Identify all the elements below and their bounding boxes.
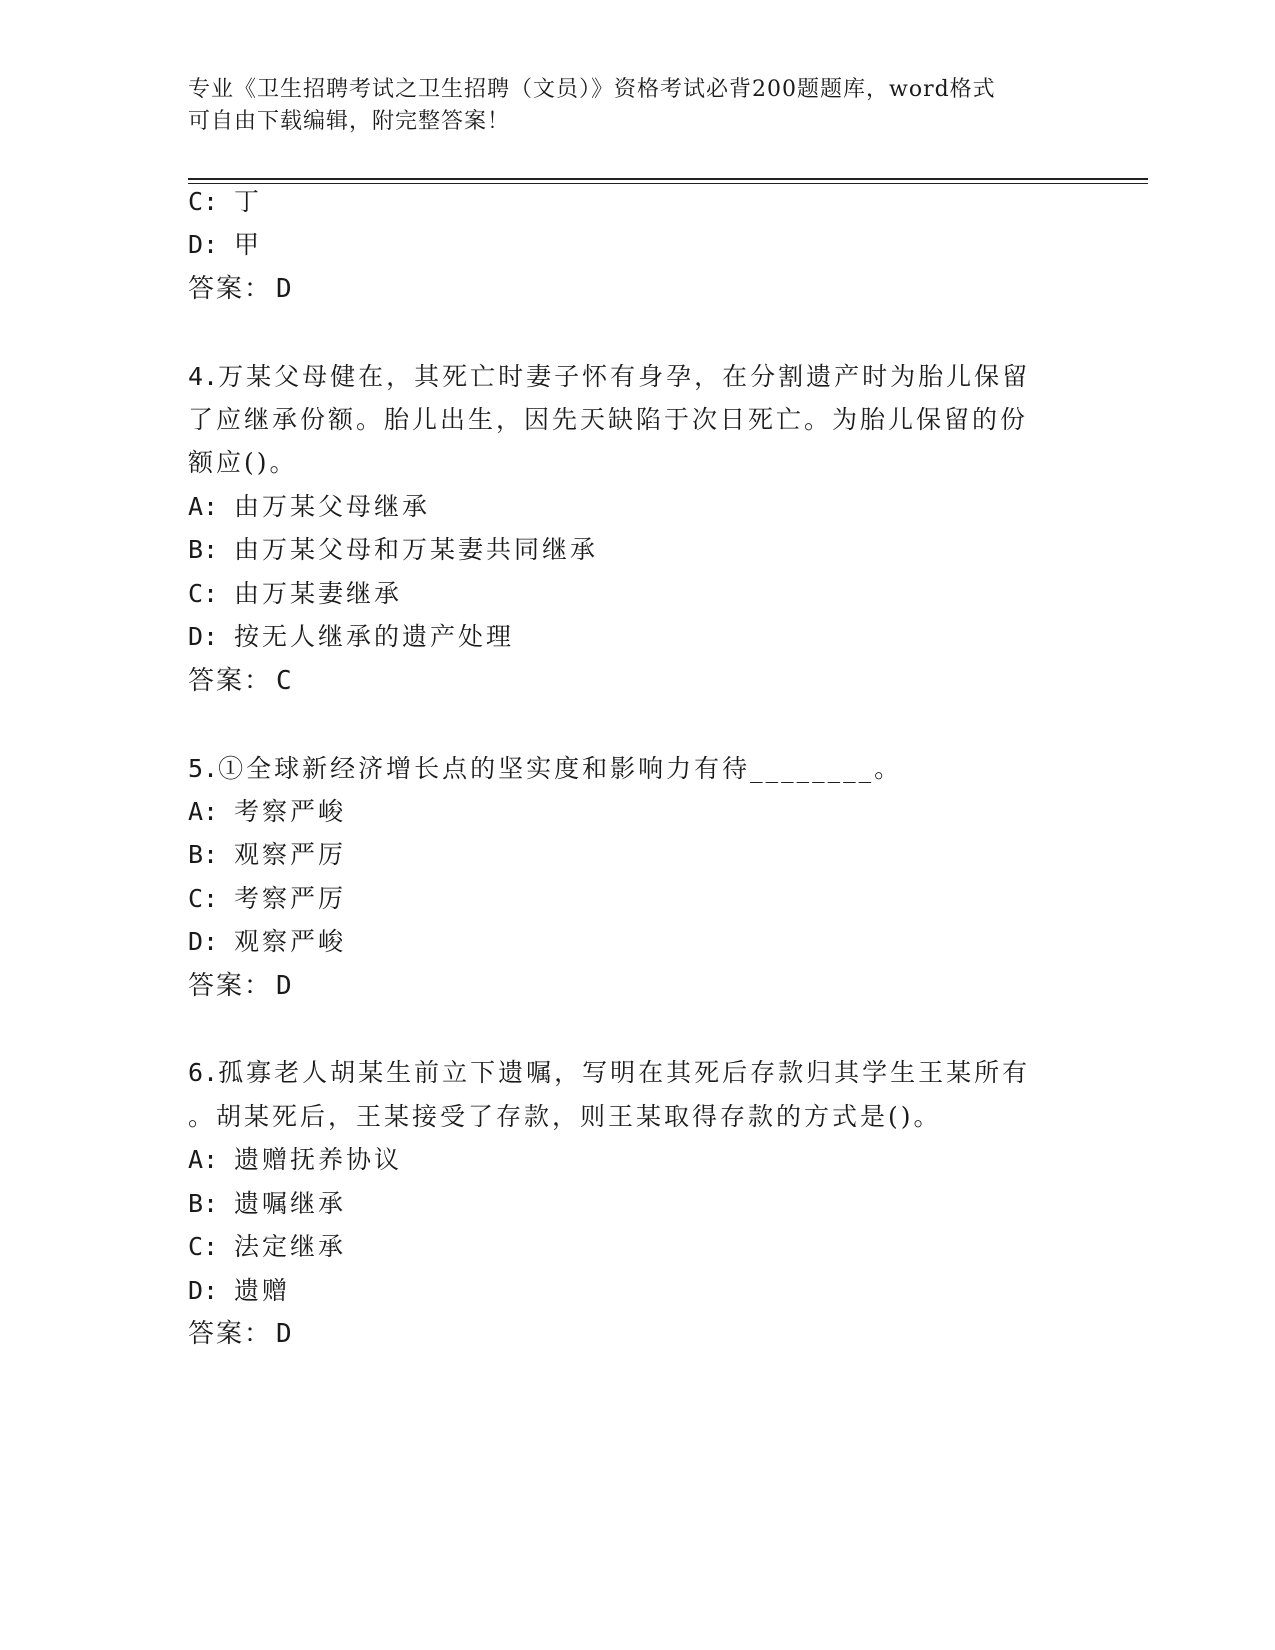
question-6-answer (188, 1318, 294, 1350)
question-6-option-a (188, 1144, 402, 1176)
question-number: 5. (188, 754, 219, 783)
answer-value: D (276, 274, 294, 304)
option-text: 观察严峻 (234, 927, 347, 956)
question-5-line-1 (188, 753, 902, 785)
option-text: 由万某妻继承 (234, 579, 403, 608)
option-key: B: (188, 1189, 219, 1218)
question-4-line-1 (188, 361, 1030, 393)
option-text: 遗赠 (234, 1276, 291, 1305)
question-4-answer (188, 665, 294, 697)
question-number: 6. (188, 1058, 219, 1087)
question-5-answer (188, 970, 294, 1002)
question-4-line-3: 额应()。 (188, 448, 298, 477)
option-text: 遗嘱继承 (234, 1189, 347, 1218)
question-text: 万某父母健在，其死亡时妻子怀有身孕，在分割遗产时为胎儿保留 (218, 362, 1031, 391)
question-text: ①全球新经济增长点的坚实度和影响力有待________。 (218, 754, 903, 783)
option-key: B: (188, 535, 219, 564)
prev-option-d (188, 229, 262, 261)
option-text: 甲 (234, 230, 263, 259)
option-key: D: (188, 622, 219, 651)
option-key: D: (188, 1276, 219, 1305)
answer-label: 答案： (188, 1319, 273, 1349)
option-text: 丁 (234, 187, 263, 216)
option-key: B: (188, 840, 219, 869)
question-4-option-a (188, 491, 430, 523)
answer-label: 答案： (188, 666, 273, 696)
document-header (188, 74, 1068, 138)
option-text: 由万某父母继承 (234, 492, 431, 521)
option-key: D: (188, 927, 219, 956)
answer-label: 答案： (188, 274, 273, 304)
question-6-option-c (188, 1231, 346, 1263)
question-6-option-d (188, 1275, 290, 1307)
option-key: C: (188, 579, 219, 608)
question-number: 4. (188, 362, 219, 391)
question-5-option-b (188, 839, 346, 871)
option-key: A: (188, 1145, 219, 1174)
option-key: C: (188, 1232, 219, 1261)
question-4-option-b (188, 534, 598, 566)
option-text: 法定继承 (234, 1232, 347, 1261)
header-divider (188, 178, 1148, 180)
question-6-line-2: 。胡某死后，王某接受了存款，则王某取得存款的方式是()。 (188, 1102, 942, 1131)
question-5-option-a (188, 796, 346, 828)
answer-value: D (276, 971, 294, 1001)
question-6-line-1 (188, 1057, 1030, 1089)
option-key: C: (188, 187, 219, 216)
answer-label: 答案： (188, 971, 273, 1001)
question-6-option-b (188, 1188, 346, 1220)
option-text: 考察严厉 (234, 884, 347, 913)
option-key: D: (188, 230, 219, 259)
prev-answer (188, 273, 294, 305)
header-line-2: 可自由下载编辑，附完整答案！ (188, 109, 511, 134)
option-text: 考察严峻 (234, 797, 347, 826)
option-key: A: (188, 797, 219, 826)
question-text: 孤寡老人胡某生前立下遗嘱，写明在其死后存款归其学生王某所有 (218, 1058, 1031, 1087)
option-key: A: (188, 492, 219, 521)
header-line-1: 专业《卫生招聘考试之卫生招聘（文员）》资格考试必背200题题库，word格式 (188, 77, 996, 102)
question-4-option-c (188, 578, 402, 610)
question-4-option-d (188, 621, 514, 653)
prev-option-c (188, 186, 262, 218)
option-text: 按无人继承的遗产处理 (234, 622, 515, 651)
option-text: 遗赠抚养协议 (234, 1145, 403, 1174)
option-key: C: (188, 884, 219, 913)
header-divider-thin (188, 183, 1148, 184)
question-4-line-2: 了应继承份额。胎儿出生，因先天缺陷于次日死亡。为胎儿保留的份 (188, 405, 1029, 434)
answer-value: C (276, 666, 294, 696)
option-text: 观察严厉 (234, 840, 347, 869)
option-text: 由万某父母和万某妻共同继承 (234, 535, 599, 564)
question-5-option-d (188, 926, 346, 958)
answer-value: D (276, 1319, 294, 1349)
question-5-option-c (188, 883, 346, 915)
